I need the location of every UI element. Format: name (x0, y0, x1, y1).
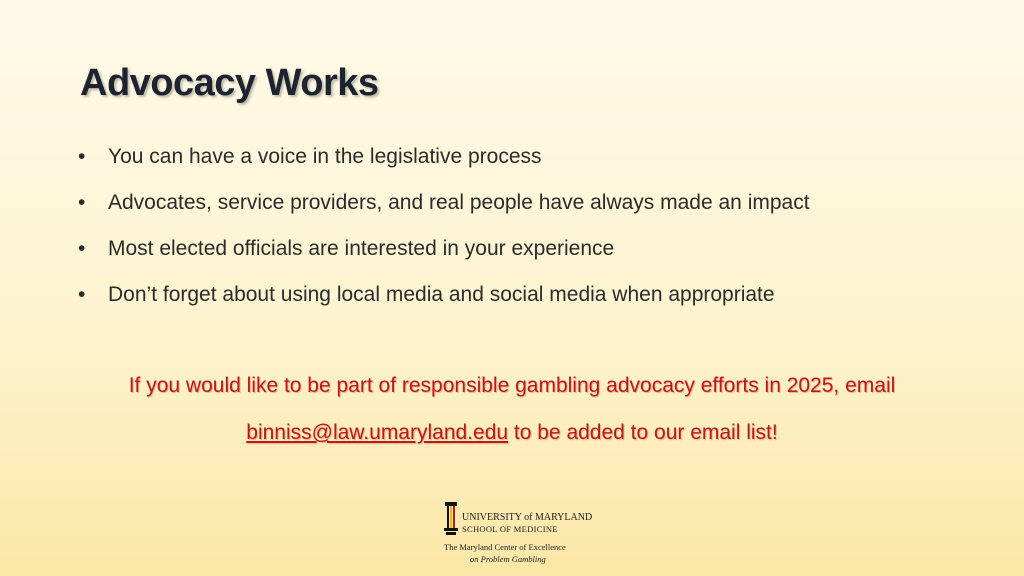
bullet-icon: • (78, 145, 86, 168)
callout-line: If you would like to be part of responsible gambling advocacy efforts in 2025, email (128, 374, 896, 397)
bullet-text: Most elected officials are interested in your experience (108, 237, 615, 260)
slide-title: Advocacy Works (80, 62, 379, 104)
university-seal-icon (444, 502, 458, 536)
bullet-icon: • (78, 191, 86, 214)
bullet-icon: • (78, 283, 86, 306)
callout-suffix: to be added to our email list! (508, 421, 778, 444)
callout-line-2 (0, 421, 1024, 445)
logo-university-name: UNIVERSITY of MARYLAND (462, 512, 593, 523)
bullet-text: Advocates, service providers, and real people have always made an impact (108, 191, 810, 214)
bullet-text: You can have a voice in the legislative process (108, 145, 542, 168)
logo-center-subtitle: on Problem Gambling (470, 554, 546, 564)
email-link[interactable]: binniss@law.umaryland.edu (246, 421, 509, 444)
bullet-icon: • (78, 237, 86, 260)
bullet-text: Don’t forget about using local media and social media when appropriate (108, 283, 775, 306)
umaryland-logo (444, 500, 594, 570)
logo-center-name: The Maryland Center of Excellence (444, 542, 566, 552)
logo-school-name: SCHOOL OF MEDICINE (462, 524, 558, 534)
